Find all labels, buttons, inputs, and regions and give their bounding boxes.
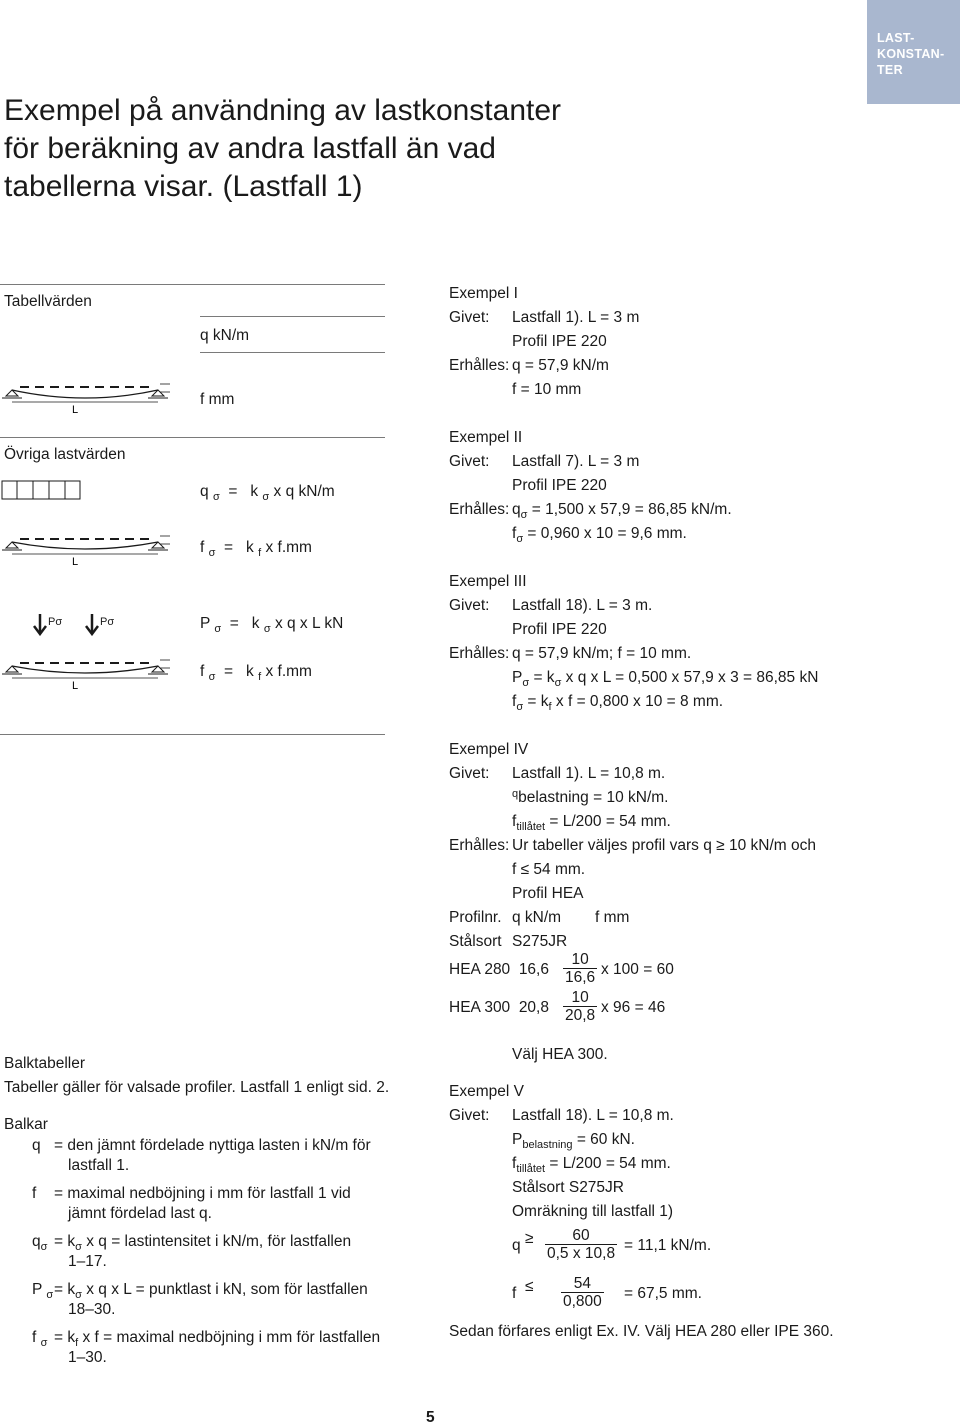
def-text-cont: jämnt fördelad last q. [68,1205,212,1222]
svg-text:L: L [72,680,79,692]
def-text-cont: 18–30. [68,1301,116,1318]
ex2-line: $f_\sigma = 0,960$ x 10 = 9,6 mm. [512,525,687,545]
ex5-f-formula: f ≤ [512,1278,534,1302]
ex5-title: Exempel V [449,1083,524,1100]
ex5-line: Stålsort S275JR [512,1179,624,1196]
ex1-line: Profil IPE 220 [512,333,607,350]
ex4-col-q: q kN/m [512,909,562,926]
beam-length-label: L [72,404,79,416]
ex2-title: Exempel II [449,429,523,446]
ex4-line: f ≤ 54 mm. [512,861,586,878]
ex2-line: $q_\sigma = 1,500$ x 57,9 = 86,85 kN/m. [512,501,732,521]
ex4-line: Ur tabeller väljes profil vars q ≥ 10 kN/m och [512,837,816,854]
ex4-line: $f_{tillåtet} = L/200 = 54$ mm. [512,813,671,833]
def-text-cont: lastfall 1. [68,1157,130,1174]
ex4-profilnr: Profilnr. [449,909,502,926]
q-unit-label: q kN/m [200,327,250,344]
def-text-cont: 1–17. [68,1253,107,1270]
ex4-row-result: x 96 = 46 [601,999,666,1016]
ex5-q-result: = 11,1 kN/m. [624,1237,712,1254]
balk-heading: Balktabeller [4,1055,85,1072]
ex4-fraction: $\frac{10}{16,6}$ [565,951,596,986]
def-text: = $k_\sigma$ x q = lastintensitet i kN/m, för lastfallen [54,1233,352,1253]
ex1-line: q = 57,9 kN/m [512,357,609,374]
ex1-line: Lastfall 1). L = 3 m [512,309,640,326]
def-text: = den jämnt fördelade nyttiga lasten i kN/m för [54,1137,371,1154]
tab-line-3: TER [877,63,903,77]
ex3-erhalles: Erhålles: [449,645,510,662]
ex2-line: Lastfall 7). L = 3 m [512,453,640,470]
ex5-f-fraction: $\frac{54}{0,800}$ [563,1275,602,1310]
ex4-givet: Givet: [449,765,490,782]
ex4-stalsort: Stålsort [449,933,502,950]
formula-f-sigma-2: f $_\sigma$ = k $_f$ x f.mm [200,663,312,683]
ex1-line: f = 10 mm [512,381,582,398]
ex3-line: $P_\sigma = k_\sigma$ x q x L = 0,500 x 57,9 x 3 = 86,85 kN [512,669,819,689]
ex4-row-result: x 100 = 60 [601,961,674,978]
tab-line-1: LAST- [877,31,915,45]
ex5-f-result: = 67,5 mm. [624,1285,702,1302]
ex5-q-fraction: $\frac{60}{0,5 x 10,8}$ [547,1227,616,1262]
def-text: = $k_\sigma$ x q x L = punktlast i kN, som för lastfallen [54,1281,368,1301]
point-load-label-1: Pσ [48,616,63,628]
ex4-col-f: f mm [595,909,630,926]
ex5-line: Lastfall 18). L = 10,8 m. [512,1107,674,1124]
ex4-row-hea300: HEA 300 20,8 [449,999,549,1016]
ex4-title: Exempel IV [449,741,529,758]
ovriga-heading: Övriga lastvärden [4,446,126,463]
beam-diagram-lastfall [0,532,180,572]
divider [200,316,385,317]
ex4-erhalles: Erhålles: [449,837,510,854]
ex5-final: Sedan förfares enligt Ex. IV. Välj HEA 280 eller IPE 360. [449,1323,834,1340]
ex5-givet: Givet: [449,1107,490,1124]
ex3-line: Lastfall 18). L = 3 m. [512,597,653,614]
tabellvarden-heading: Tabellvärden [4,293,92,310]
point-load-label-2: Pσ [100,616,115,628]
ex1-givet: Givet: [449,309,490,326]
ex2-erhalles: Erhålles: [449,501,510,518]
ex3-title: Exempel III [449,573,527,590]
ex4-stal-val: S275JR [512,933,568,950]
beam-diagram-point-load [0,656,180,696]
ex3-givet: Givet: [449,597,490,614]
formula-f-sigma-1: f $_\sigma$ = k $_f$ x f.mm [200,539,312,559]
ex3-line: q = 57,9 kN/m; f = 10 mm. [512,645,692,662]
page-title: Exempel på användning av lastkonstanter för beräkning av andra lastfall än vad tabellerna visar. (Lastfall 1) [4,94,562,203]
ex4-val: Välj HEA 300. [512,1046,608,1063]
def-text: = $k_f$ x f = maximal nedböjning i mm för lastfallen [54,1329,381,1349]
ex5-line: Omräkning till lastfall 1) [512,1203,674,1220]
tab-line-2: KONSTAN- [877,47,945,61]
divider [200,352,385,353]
ex1-title: Exempel I [449,285,518,302]
page-number: 5 [426,1409,435,1426]
divider [0,734,385,735]
formula-q-sigma: q $_\sigma$ = k $_\sigma$ x q kN/m [200,483,335,503]
def-text-cont: 1–30. [68,1349,107,1366]
divider [0,437,385,438]
def-symbol: $q_\sigma$ [32,1233,48,1253]
beam-diagram-uniform-load [0,380,180,420]
def-text: = maximal nedböjning i mm för lastfall 1 vid [54,1185,351,1202]
def-symbol: P $_\sigma$ [32,1281,54,1301]
ex5-q-formula: q ≥ [512,1230,534,1254]
ex4-fraction: $\frac{10}{20,8}$ [565,989,596,1024]
def-symbol: f $_\sigma$ [32,1329,48,1349]
divider [0,284,385,285]
ex2-givet: Givet: [449,453,490,470]
svg-text:L: L [72,556,79,568]
ex4-line: $^q$belastning = 10 kN/m. [512,788,669,806]
ex5-line: $f_{tillåtet} = L/200 = 54$ mm. [512,1155,671,1175]
ex5-line: $P_{belastning} = 60$ kN. [512,1131,635,1151]
ex3-line: Profil IPE 220 [512,621,607,638]
ex4-row-hea280: HEA 280 16,6 [449,961,549,978]
section-tab [867,0,960,104]
f-unit-label: f mm [200,391,235,408]
ex4-line: Profil HEA [512,885,584,902]
def-symbol: f [32,1185,37,1202]
def-symbol: q [32,1137,41,1154]
load-block-diagram [0,480,90,500]
ex1-erhalles: Erhålles: [449,357,510,374]
ex3-line: $f_\sigma = k_f$ x f = 0,800 x 10 = 8 mm. [512,693,724,713]
formula-p-sigma: P $_\sigma$ = k $_\sigma$ x q x L kN [200,615,344,635]
ex2-line: Profil IPE 220 [512,477,607,494]
ex4-line: Lastfall 1). L = 10,8 m. [512,765,666,782]
balkar-heading: Balkar [4,1116,48,1133]
balk-intro: Tabeller gäller för valsade profiler. Lastfall 1 enligt sid. 2. [4,1079,390,1096]
